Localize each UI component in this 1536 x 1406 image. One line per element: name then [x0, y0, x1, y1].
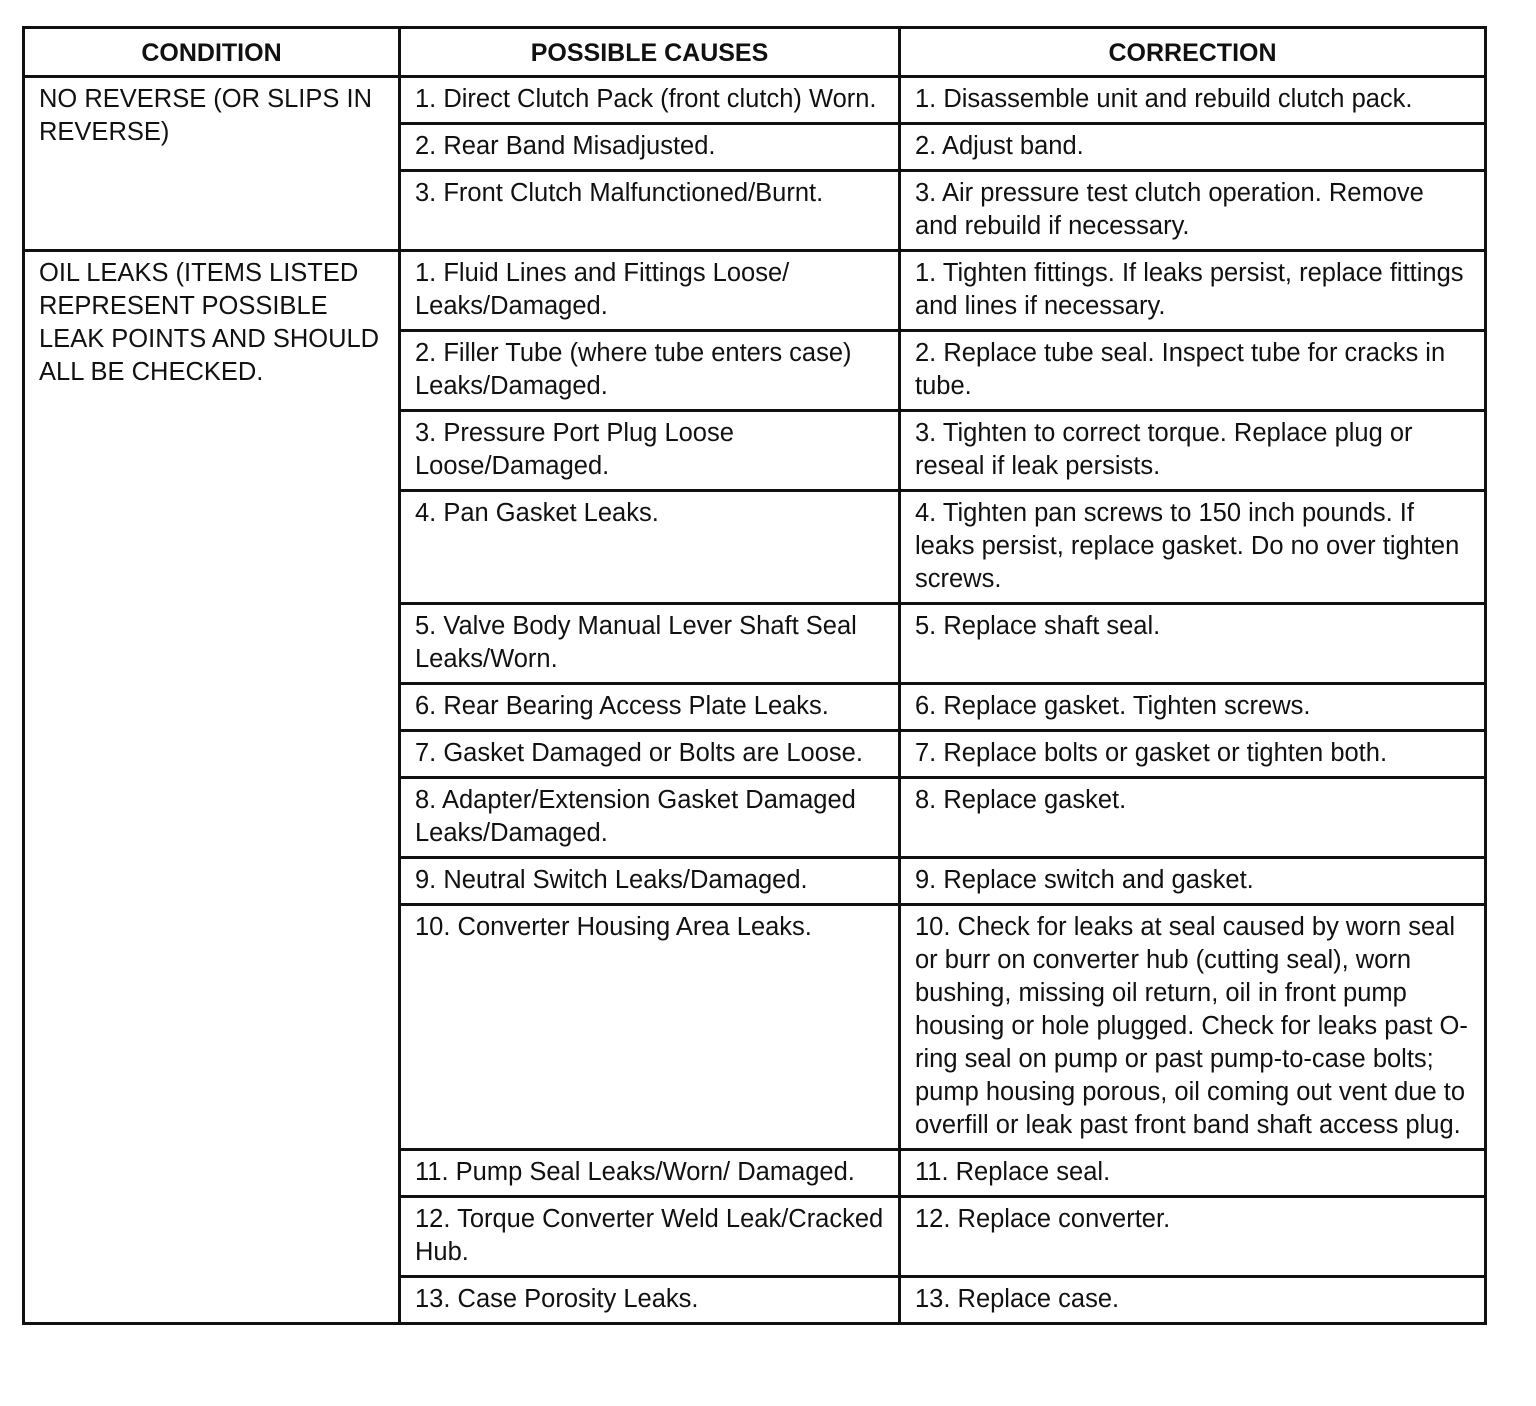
- correction-cell: 10. Check for leaks at seal caused by worn seal or burr on converter hub (cutting seal), worn bushing, missing oil return, oil in front pump housing or hole plugged. Check for leaks past O-ring seal on pump or past pump-to-case bolts; pump housing porous, oil coming out vent due to overfill or leak past front band shaft access plug.: [900, 905, 1486, 1150]
- correction-cell: 4. Tighten pan screws to 150 inch pounds. If leaks persist, replace gasket. Do no over tighten screws.: [900, 491, 1486, 604]
- condition-cell: [24, 77, 400, 251]
- cause-cell: 11. Pump Seal Leaks/Worn/ Damaged.: [400, 1150, 900, 1197]
- correction-cell: 1. Disassemble unit and rebuild clutch pack.: [900, 77, 1486, 124]
- correction-cell: 6. Replace gasket. Tighten screws.: [900, 684, 1486, 731]
- cause-cell: 8. Adapter/Extension Gasket Damaged Leaks/Damaged.: [400, 778, 900, 858]
- header-row: [24, 28, 1486, 77]
- cause-cell: 6. Rear Bearing Access Plate Leaks.: [400, 684, 900, 731]
- correction-cell: 1. Tighten fittings. If leaks persist, replace fittings and lines if necessary.: [900, 251, 1486, 331]
- correction-cell: 11. Replace seal.: [900, 1150, 1486, 1197]
- cause-cell: 10. Converter Housing Area Leaks.: [400, 905, 900, 1150]
- correction-cell: 3. Tighten to correct torque. Replace plug or reseal if leak persists.: [900, 411, 1486, 491]
- table-row: [24, 251, 1486, 331]
- cause-cell: 2. Filler Tube (where tube enters case) Leaks/Damaged.: [400, 331, 900, 411]
- table-row: [24, 77, 1486, 124]
- cause-cell: 3. Pressure Port Plug Loose Loose/Damaged.: [400, 411, 900, 491]
- condition-cell: [24, 251, 400, 1324]
- cause-cell: 7. Gasket Damaged or Bolts are Loose.: [400, 731, 900, 778]
- header-correction: CORRECTION: [900, 28, 1486, 77]
- condition-text: NO REVERSE (OR SLIPS IN REVERSE): [39, 85, 372, 146]
- correction-cell: 7. Replace bolts or gasket or tighten both.: [900, 731, 1486, 778]
- cause-cell: 3. Front Clutch Malfunctioned/Burnt.: [400, 171, 900, 251]
- header-possible-causes: POSSIBLE CAUSES: [400, 28, 900, 77]
- header-condition: CONDITION: [24, 28, 400, 77]
- correction-cell: 9. Replace switch and gasket.: [900, 858, 1486, 905]
- condition-text: OIL LEAKS (ITEMS LISTED REPRESENT POSSIBLE LEAK POINTS AND SHOULD ALL BE CHECKED.: [39, 259, 380, 386]
- cause-cell: 12. Torque Converter Weld Leak/Cracked Hub.: [400, 1197, 900, 1277]
- cause-cell: 5. Valve Body Manual Lever Shaft Seal Leaks/Worn.: [400, 604, 900, 684]
- cause-cell: 1. Fluid Lines and Fittings Loose/ Leaks/Damaged.: [400, 251, 900, 331]
- cause-cell: 4. Pan Gasket Leaks.: [400, 491, 900, 604]
- correction-cell: 2. Adjust band.: [900, 124, 1486, 171]
- correction-cell: 13. Replace case.: [900, 1277, 1486, 1324]
- cause-cell: 1. Direct Clutch Pack (front clutch) Worn.: [400, 77, 900, 124]
- diagnosis-chart: [22, 26, 1484, 1325]
- correction-cell: 2. Replace tube seal. Inspect tube for cracks in tube.: [900, 331, 1486, 411]
- cause-cell: 13. Case Porosity Leaks.: [400, 1277, 900, 1324]
- correction-cell: 12. Replace converter.: [900, 1197, 1486, 1277]
- correction-cell: 8. Replace gasket.: [900, 778, 1486, 858]
- cause-cell: 9. Neutral Switch Leaks/Damaged.: [400, 858, 900, 905]
- correction-cell: 3. Air pressure test clutch operation. Remove and rebuild if necessary.: [900, 171, 1486, 251]
- cause-cell: 2. Rear Band Misadjusted.: [400, 124, 900, 171]
- correction-cell: 5. Replace shaft seal.: [900, 604, 1486, 684]
- diagnosis-table: [22, 26, 1487, 1325]
